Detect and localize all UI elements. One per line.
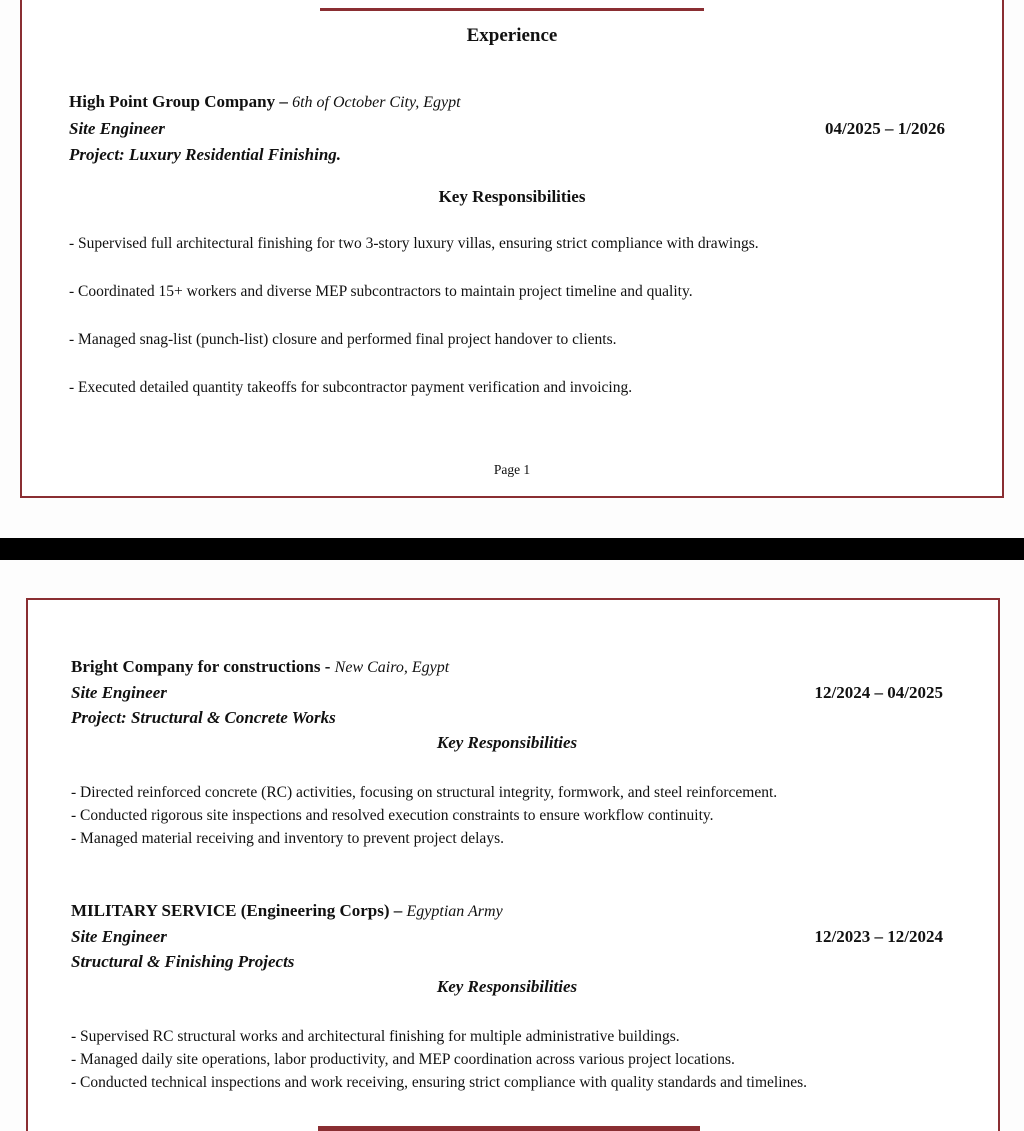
company-location: New Cairo, Egypt — [334, 659, 450, 676]
bullet-item: - Managed material receiving and inventory to prevent project delays. — [71, 830, 504, 847]
bullet-item: - Conducted rigorous site inspections and resolved execution constraints to ensure workflow continuity. — [71, 807, 714, 824]
bullet-item: - Supervised RC structural works and architectural finishing for multiple administrative buildings. — [71, 1028, 680, 1045]
section-divider-rule — [320, 8, 704, 11]
company-line — [71, 898, 943, 924]
date-range: 12/2024 – 04/2025 — [814, 683, 943, 702]
company-line — [71, 654, 943, 680]
bullet-item: - Coordinated 15+ workers and diverse MEP subcontractors to maintain project timeline and quality. — [69, 283, 693, 300]
responsibilities-heading: Key Responsibilities — [438, 187, 586, 206]
page-1 — [20, 0, 1004, 498]
role-date-line — [69, 116, 945, 142]
company-line — [69, 89, 945, 116]
experience-entry-highpoint — [69, 89, 945, 168]
company-location: Egyptian Army — [406, 903, 503, 920]
role-title: Site Engineer — [71, 927, 167, 946]
role-title: Site Engineer — [69, 119, 165, 138]
project-name: Project: Structural & Concrete Works — [71, 708, 336, 727]
bullet-item: - Conducted technical inspections and work receiving, ensuring strict compliance with quality standards and timelines. — [71, 1074, 808, 1091]
bullet-item: - Managed snag-list (punch-list) closure and performed final project handover to clients. — [69, 331, 617, 348]
responsibilities-list — [69, 234, 945, 398]
role-date-line — [71, 680, 943, 705]
page-separator-band — [0, 538, 1024, 560]
role-title: Site Engineer — [71, 683, 167, 702]
company-name: High Point Group Company – — [69, 92, 288, 111]
experience-entry-bright — [71, 654, 943, 850]
date-range: 12/2023 – 12/2024 — [814, 927, 943, 946]
company-name: MILITARY SERVICE (Engineering Corps) – — [71, 901, 403, 920]
bullet-item: - Managed daily site operations, labor productivity, and MEP coordination across various project locations. — [71, 1051, 735, 1068]
responsibilities-list — [71, 781, 943, 850]
role-date-line — [71, 924, 943, 949]
section-title-experience: Experience — [466, 25, 558, 46]
page-number: Page 1 — [493, 462, 531, 477]
date-range: 04/2025 – 1/2026 — [825, 119, 945, 138]
company-name: Bright Company for constructions - — [71, 657, 331, 676]
bullet-item: - Supervised full architectural finishing for two 3-story luxury villas, ensuring strict compliance with drawings. — [69, 235, 759, 252]
project-line — [69, 142, 945, 168]
experience-entry-military — [71, 898, 943, 1094]
responsibilities-heading: Key Responsibilities — [436, 977, 578, 996]
responsibilities-list — [71, 1025, 943, 1094]
company-location: 6th of October City, Egypt — [292, 94, 461, 111]
bullet-item: - Executed detailed quantity takeoffs for subcontractor payment verification and invoicing. — [69, 379, 633, 396]
project-line — [71, 705, 943, 730]
project-line — [71, 949, 943, 974]
project-name: Project: Luxury Residential Finishing. — [69, 145, 342, 164]
section-divider-rule-bottom — [318, 1126, 700, 1131]
responsibilities-heading: Key Responsibilities — [436, 733, 578, 752]
bullet-item: - Directed reinforced concrete (RC) activities, focusing on structural integrity, formwork, and steel reinforcement. — [71, 784, 778, 801]
page-2 — [26, 598, 1000, 1131]
project-name: Structural & Finishing Projects — [71, 952, 295, 971]
